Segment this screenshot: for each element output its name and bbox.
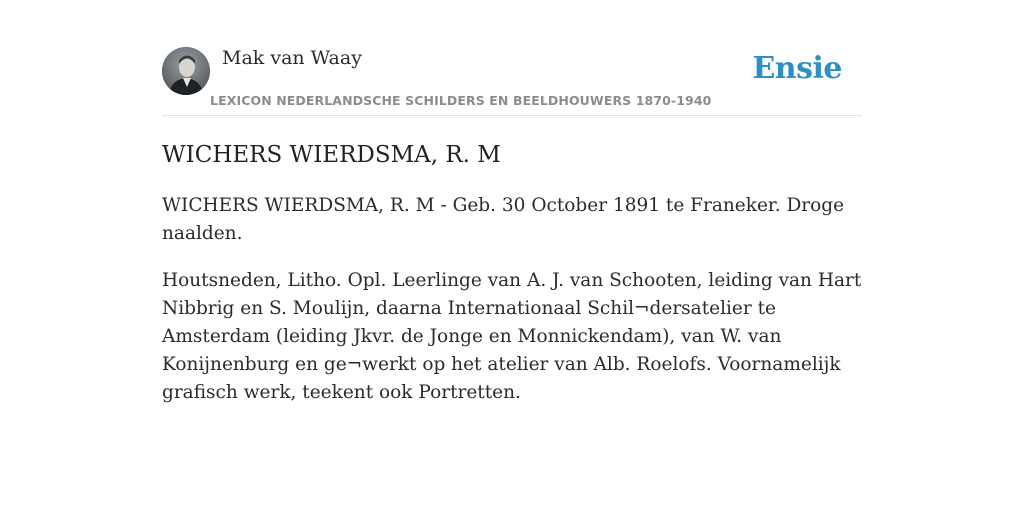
article-body [162,192,862,426]
author-name[interactable]: Mak van Waay [222,47,362,69]
ensie-logo[interactable]: Ensie [752,51,842,86]
header [162,46,862,116]
article-title: WICHERS WIERDSMA, R. M [162,142,501,168]
article-paragraph: Houtsneden, Litho. Opl. Leerlinge van A. J. van Schooten, leiding van Hart Nibbrig en S. Moulijn, daarna Internationaal Schil¬dersatelier te Amsterdam (leiding Jkvr. de Jonge en Monnickendam), van W. van Konijnenburg en ge¬werkt op het atelier van Alb. Roelofs. Voornamelijk grafisch werk, teekent ook Portretten. [162,270,862,403]
lexicon-title[interactable]: LEXICON NEDERLANDSCHE SCHILDERS EN BEELDHOUWERS 1870-1940 [210,93,712,108]
portrait-image [162,47,210,95]
article-paragraph: WICHERS WIERDSMA, R. M - Geb. 30 October 1891 te Franeker. Droge naalden. [162,195,845,244]
author-avatar[interactable] [162,47,210,95]
